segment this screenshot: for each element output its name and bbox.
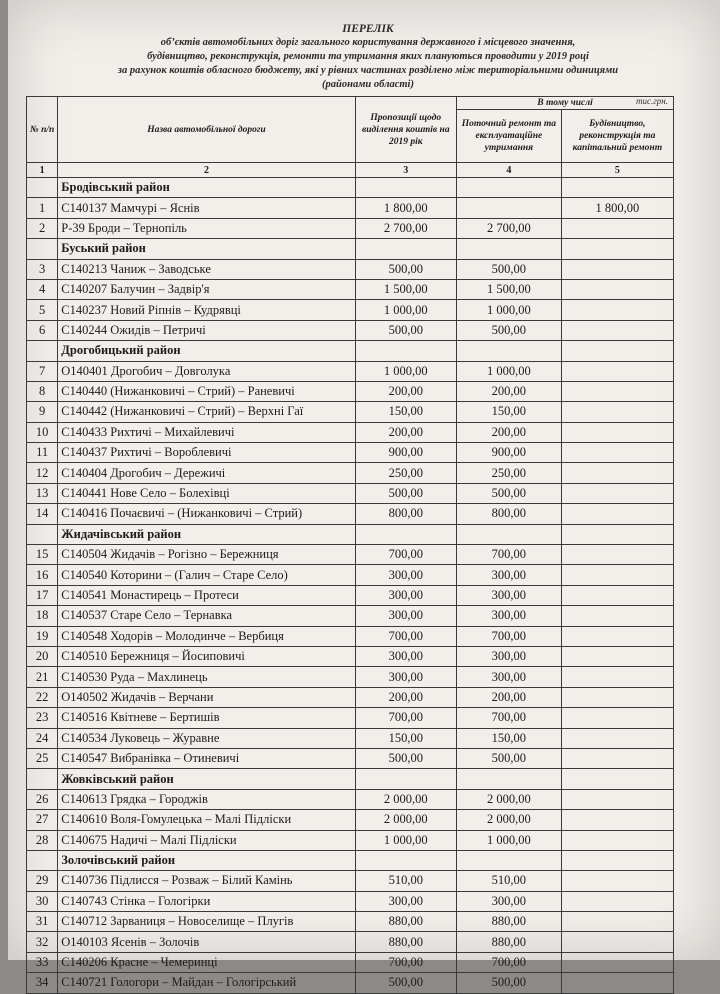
construction-amount — [561, 402, 673, 422]
proposed-amount: 2 700,00 — [355, 218, 456, 238]
row-number: 8 — [27, 381, 58, 401]
table-row — [27, 912, 674, 932]
table-row — [27, 748, 674, 768]
index-cell: 5 — [561, 163, 673, 178]
road-name: С140721 Гологори – Майдан – Гологірський — [58, 973, 355, 993]
proposed-amount: 800,00 — [355, 504, 456, 524]
header-line-2: будівництво, реконструкція, ремонти та утримання яких плануються проводити у 2019 році — [147, 51, 589, 62]
district-name: Дрогобицький район — [58, 341, 355, 361]
construction-amount — [561, 585, 673, 605]
construction-amount — [561, 789, 673, 809]
empty-cell — [561, 178, 673, 198]
empty-cell — [355, 341, 456, 361]
current-repair-amount: 1 000,00 — [456, 830, 561, 850]
current-repair-amount: 150,00 — [456, 402, 561, 422]
current-repair-amount: 500,00 — [456, 483, 561, 503]
row-number: 25 — [27, 748, 58, 768]
proposed-amount: 150,00 — [355, 728, 456, 748]
table-row — [27, 606, 674, 626]
column-index-row — [27, 163, 674, 178]
index-cell: 4 — [456, 163, 561, 178]
empty-cell — [355, 239, 456, 259]
construction-amount — [561, 361, 673, 381]
row-number: 14 — [27, 504, 58, 524]
road-name: С140712 Зарваниця – Новоселище – Плугів — [58, 912, 355, 932]
row-number: 27 — [27, 810, 58, 830]
district-name: Буський район — [58, 239, 355, 259]
unit-label: тис.грн. — [636, 96, 668, 106]
construction-amount — [561, 483, 673, 503]
row-number: 29 — [27, 871, 58, 891]
proposed-amount: 200,00 — [355, 687, 456, 707]
current-repair-amount: 880,00 — [456, 912, 561, 932]
col-header-proposed: Пропозиції щодо виділення коштів на 2019 рік — [355, 97, 456, 163]
empty-cell — [355, 850, 456, 870]
current-repair-amount — [456, 198, 561, 218]
row-number: 6 — [27, 320, 58, 340]
table-row — [27, 218, 674, 238]
construction-amount — [561, 932, 673, 952]
table-row — [27, 891, 674, 911]
table-row — [27, 667, 674, 687]
header-line-4: (районами області) — [322, 79, 414, 90]
proposed-amount: 300,00 — [355, 667, 456, 687]
document-header — [68, 22, 668, 92]
road-name: С140206 Красне – Чемеринці — [58, 952, 355, 972]
row-number: 1 — [27, 198, 58, 218]
proposed-amount: 1 000,00 — [355, 830, 456, 850]
construction-amount — [561, 646, 673, 666]
current-repair-amount: 500,00 — [456, 320, 561, 340]
current-repair-amount: 880,00 — [456, 932, 561, 952]
current-repair-amount: 300,00 — [456, 606, 561, 626]
construction-amount — [561, 463, 673, 483]
roads-table — [26, 96, 674, 994]
road-name: С140540 Которини – (Галич – Старе Село) — [58, 565, 355, 585]
table-row — [27, 422, 674, 442]
current-repair-amount: 700,00 — [456, 626, 561, 646]
current-repair-amount: 1 000,00 — [456, 300, 561, 320]
road-name: С140610 Воля-Гомулецька – Малі Підліски — [58, 810, 355, 830]
construction-amount — [561, 952, 673, 972]
proposed-amount: 700,00 — [355, 626, 456, 646]
index-cell: 1 — [27, 163, 58, 178]
current-repair-amount: 500,00 — [456, 748, 561, 768]
table-row — [27, 443, 674, 463]
construction-amount — [561, 606, 673, 626]
empty-cell — [355, 178, 456, 198]
current-repair-amount: 2 000,00 — [456, 810, 561, 830]
table-row — [27, 402, 674, 422]
empty-cell — [456, 850, 561, 870]
construction-amount — [561, 687, 673, 707]
road-name: О140502 Жидачів – Верчани — [58, 687, 355, 707]
proposed-amount: 700,00 — [355, 708, 456, 728]
row-number: 26 — [27, 789, 58, 809]
construction-amount — [561, 667, 673, 687]
empty-cell — [355, 769, 456, 789]
table-row — [27, 728, 674, 748]
row-number: 10 — [27, 422, 58, 442]
header-line-1: об’єктів автомобільних доріг загального користування державного і місцевого значення, — [160, 37, 576, 48]
road-name: С140504 Жидачів – Рогізно – Бережниця — [58, 545, 355, 565]
current-repair-amount: 700,00 — [456, 708, 561, 728]
road-name: С140541 Монастирець – Протеси — [58, 585, 355, 605]
index-cell: 2 — [58, 163, 355, 178]
row-number: 12 — [27, 463, 58, 483]
table-row — [27, 483, 674, 503]
row-number: 5 — [27, 300, 58, 320]
road-name: С140530 Руда – Махлинець — [58, 667, 355, 687]
construction-amount — [561, 279, 673, 299]
proposed-amount: 500,00 — [355, 320, 456, 340]
construction-amount — [561, 565, 673, 585]
row-number: 16 — [27, 565, 58, 585]
current-repair-amount: 300,00 — [456, 891, 561, 911]
road-name: С140213 Чаниж – Заводське — [58, 259, 355, 279]
district-name: Жовківський район — [58, 769, 355, 789]
table-row — [27, 381, 674, 401]
row-number: 15 — [27, 545, 58, 565]
index-cell: 3 — [355, 163, 456, 178]
district-row — [27, 178, 674, 198]
row-number: 31 — [27, 912, 58, 932]
current-repair-amount: 250,00 — [456, 463, 561, 483]
proposed-amount: 300,00 — [355, 565, 456, 585]
district-row — [27, 769, 674, 789]
current-repair-amount: 200,00 — [456, 381, 561, 401]
construction-amount — [561, 891, 673, 911]
row-number: 17 — [27, 585, 58, 605]
table-row — [27, 545, 674, 565]
proposed-amount: 700,00 — [355, 952, 456, 972]
road-name: С140516 Квітневе – Бертишів — [58, 708, 355, 728]
row-number: 19 — [27, 626, 58, 646]
col-header-current: Поточний ремонт та експлуатаційне утримання — [456, 110, 561, 163]
construction-amount — [561, 381, 673, 401]
road-name: С140547 Вибранівка – Отиневичі — [58, 748, 355, 768]
district-num-cell — [27, 524, 58, 544]
district-num-cell — [27, 769, 58, 789]
proposed-amount: 500,00 — [355, 259, 456, 279]
construction-amount — [561, 810, 673, 830]
district-row — [27, 850, 674, 870]
road-name: С140675 Надичі – Малі Підліски — [58, 830, 355, 850]
road-name: С140736 Підлисся – Розваж – Білий Камінь — [58, 871, 355, 891]
table-row — [27, 830, 674, 850]
road-name: С140404 Дрогобич – Дережичі — [58, 463, 355, 483]
construction-amount — [561, 708, 673, 728]
col-header-num: № п/п — [27, 97, 58, 163]
district-row — [27, 239, 674, 259]
header-line-3: за рахунок коштів обласного бюджету, які у рівних частинах розділено між територіальними одиницями — [117, 65, 619, 76]
proposed-amount: 2 000,00 — [355, 810, 456, 830]
empty-cell — [456, 341, 561, 361]
road-name: С140442 (Нижанковичі – Стрий) – Верхні Гаї — [58, 402, 355, 422]
proposed-amount: 1 500,00 — [355, 279, 456, 299]
road-name: С140207 Балучин – Задвір'я — [58, 279, 355, 299]
proposed-amount: 1 000,00 — [355, 300, 456, 320]
table-row — [27, 504, 674, 524]
proposed-amount: 500,00 — [355, 973, 456, 993]
row-number: 24 — [27, 728, 58, 748]
current-repair-amount: 700,00 — [456, 952, 561, 972]
proposed-amount: 200,00 — [355, 381, 456, 401]
construction-amount — [561, 830, 673, 850]
current-repair-amount: 500,00 — [456, 259, 561, 279]
table-row — [27, 259, 674, 279]
proposed-amount: 880,00 — [355, 932, 456, 952]
table-row — [27, 687, 674, 707]
row-number: 34 — [27, 973, 58, 993]
row-number: 30 — [27, 891, 58, 911]
current-repair-amount: 200,00 — [456, 422, 561, 442]
current-repair-amount: 1 000,00 — [456, 361, 561, 381]
table-row — [27, 810, 674, 830]
district-num-cell — [27, 341, 58, 361]
current-repair-amount: 300,00 — [456, 667, 561, 687]
table-row — [27, 708, 674, 728]
col-header-in-total: В тому числі — [456, 97, 673, 110]
row-number: 22 — [27, 687, 58, 707]
empty-cell — [456, 178, 561, 198]
construction-amount — [561, 320, 673, 340]
road-name: С140534 Луковець – Журавне — [58, 728, 355, 748]
current-repair-amount: 700,00 — [456, 545, 561, 565]
proposed-amount: 500,00 — [355, 748, 456, 768]
current-repair-amount: 300,00 — [456, 565, 561, 585]
table-row — [27, 565, 674, 585]
current-repair-amount: 200,00 — [456, 687, 561, 707]
table-row — [27, 789, 674, 809]
road-name: С140537 Старе Село – Тернавка — [58, 606, 355, 626]
current-repair-amount: 900,00 — [456, 443, 561, 463]
row-number: 2 — [27, 218, 58, 238]
table-row — [27, 198, 674, 218]
road-name: С140510 Бережниця – Йосиповичі — [58, 646, 355, 666]
empty-cell — [561, 769, 673, 789]
row-number: 28 — [27, 830, 58, 850]
empty-cell — [561, 524, 673, 544]
row-number: 33 — [27, 952, 58, 972]
district-row — [27, 341, 674, 361]
proposed-amount: 2 000,00 — [355, 789, 456, 809]
road-name: С140441 Нове Село – Болехівці — [58, 483, 355, 503]
road-name: С140416 Почаєвичі – (Нижанковичі – Стрий) — [58, 504, 355, 524]
construction-amount — [561, 728, 673, 748]
construction-amount — [561, 545, 673, 565]
row-number: 13 — [27, 483, 58, 503]
empty-cell — [561, 341, 673, 361]
current-repair-amount: 510,00 — [456, 871, 561, 891]
road-name: С140613 Грядка – Городжів — [58, 789, 355, 809]
construction-amount — [561, 218, 673, 238]
proposed-amount: 250,00 — [355, 463, 456, 483]
document-title: ПЕРЕЛІК — [342, 23, 394, 35]
proposed-amount: 200,00 — [355, 422, 456, 442]
construction-amount — [561, 300, 673, 320]
table-row — [27, 973, 674, 993]
district-num-cell — [27, 178, 58, 198]
table-row — [27, 300, 674, 320]
row-number: 3 — [27, 259, 58, 279]
current-repair-amount: 1 500,00 — [456, 279, 561, 299]
table-row — [27, 871, 674, 891]
empty-cell — [456, 769, 561, 789]
road-name: С140437 Рихтичі – Вороблевичі — [58, 443, 355, 463]
current-repair-amount: 300,00 — [456, 585, 561, 605]
proposed-amount: 300,00 — [355, 585, 456, 605]
construction-amount — [561, 626, 673, 646]
proposed-amount: 500,00 — [355, 483, 456, 503]
road-name: С140548 Ходорів – Молодинче – Вербиця — [58, 626, 355, 646]
row-number: 4 — [27, 279, 58, 299]
empty-cell — [561, 239, 673, 259]
construction-amount — [561, 504, 673, 524]
road-name: Р-39 Броди – Тернопіль — [58, 218, 355, 238]
district-num-cell — [27, 239, 58, 259]
proposed-amount: 300,00 — [355, 606, 456, 626]
col-header-name: Назва автомобільної дороги — [58, 97, 355, 163]
road-name: О140401 Дрогобич – Довголука — [58, 361, 355, 381]
empty-cell — [561, 850, 673, 870]
construction-amount — [561, 871, 673, 891]
empty-cell — [456, 524, 561, 544]
table-row — [27, 463, 674, 483]
current-repair-amount: 150,00 — [456, 728, 561, 748]
district-name: Золочівський район — [58, 850, 355, 870]
table-row — [27, 320, 674, 340]
row-number: 9 — [27, 402, 58, 422]
empty-cell — [355, 524, 456, 544]
table-row — [27, 626, 674, 646]
district-row — [27, 524, 674, 544]
construction-amount — [561, 973, 673, 993]
road-name: С140237 Новий Ріпнів – Кудрявці — [58, 300, 355, 320]
road-name: С140743 Стінка – Гологірки — [58, 891, 355, 911]
row-number: 23 — [27, 708, 58, 728]
construction-amount — [561, 259, 673, 279]
road-name: С140440 (Нижанковичі – Стрий) – Раневичі — [58, 381, 355, 401]
construction-amount — [561, 422, 673, 442]
construction-amount — [561, 748, 673, 768]
road-name: С140137 Мамчурі – Яснів — [58, 198, 355, 218]
proposed-amount: 300,00 — [355, 646, 456, 666]
proposed-amount: 300,00 — [355, 891, 456, 911]
current-repair-amount: 800,00 — [456, 504, 561, 524]
proposed-amount: 150,00 — [355, 402, 456, 422]
current-repair-amount: 300,00 — [456, 646, 561, 666]
proposed-amount: 900,00 — [355, 443, 456, 463]
district-name: Жидачівський район — [58, 524, 355, 544]
row-number: 21 — [27, 667, 58, 687]
row-number: 7 — [27, 361, 58, 381]
table-row — [27, 279, 674, 299]
district-num-cell — [27, 850, 58, 870]
current-repair-amount: 2 700,00 — [456, 218, 561, 238]
row-number: 32 — [27, 932, 58, 952]
table-row — [27, 952, 674, 972]
proposed-amount: 1 800,00 — [355, 198, 456, 218]
row-number: 18 — [27, 606, 58, 626]
current-repair-amount: 500,00 — [456, 973, 561, 993]
road-name: С140244 Ожидів – Петричі — [58, 320, 355, 340]
proposed-amount: 700,00 — [355, 545, 456, 565]
proposed-amount: 880,00 — [355, 912, 456, 932]
row-number: 11 — [27, 443, 58, 463]
proposed-amount: 1 000,00 — [355, 361, 456, 381]
current-repair-amount: 2 000,00 — [456, 789, 561, 809]
table-row — [27, 585, 674, 605]
proposed-amount: 510,00 — [355, 871, 456, 891]
construction-amount — [561, 443, 673, 463]
construction-amount: 1 800,00 — [561, 198, 673, 218]
empty-cell — [456, 239, 561, 259]
road-name: С140433 Рихтичі – Михайлевичі — [58, 422, 355, 442]
construction-amount — [561, 912, 673, 932]
table-row — [27, 361, 674, 381]
road-name: О140103 Ясенів – Золочів — [58, 932, 355, 952]
table-body — [27, 178, 674, 994]
col-header-construction: Будівництво, реконструкція та капітальний ремонт — [561, 110, 673, 163]
table-row — [27, 646, 674, 666]
table-row — [27, 932, 674, 952]
row-number: 20 — [27, 646, 58, 666]
district-name: Бродівський район — [58, 178, 355, 198]
